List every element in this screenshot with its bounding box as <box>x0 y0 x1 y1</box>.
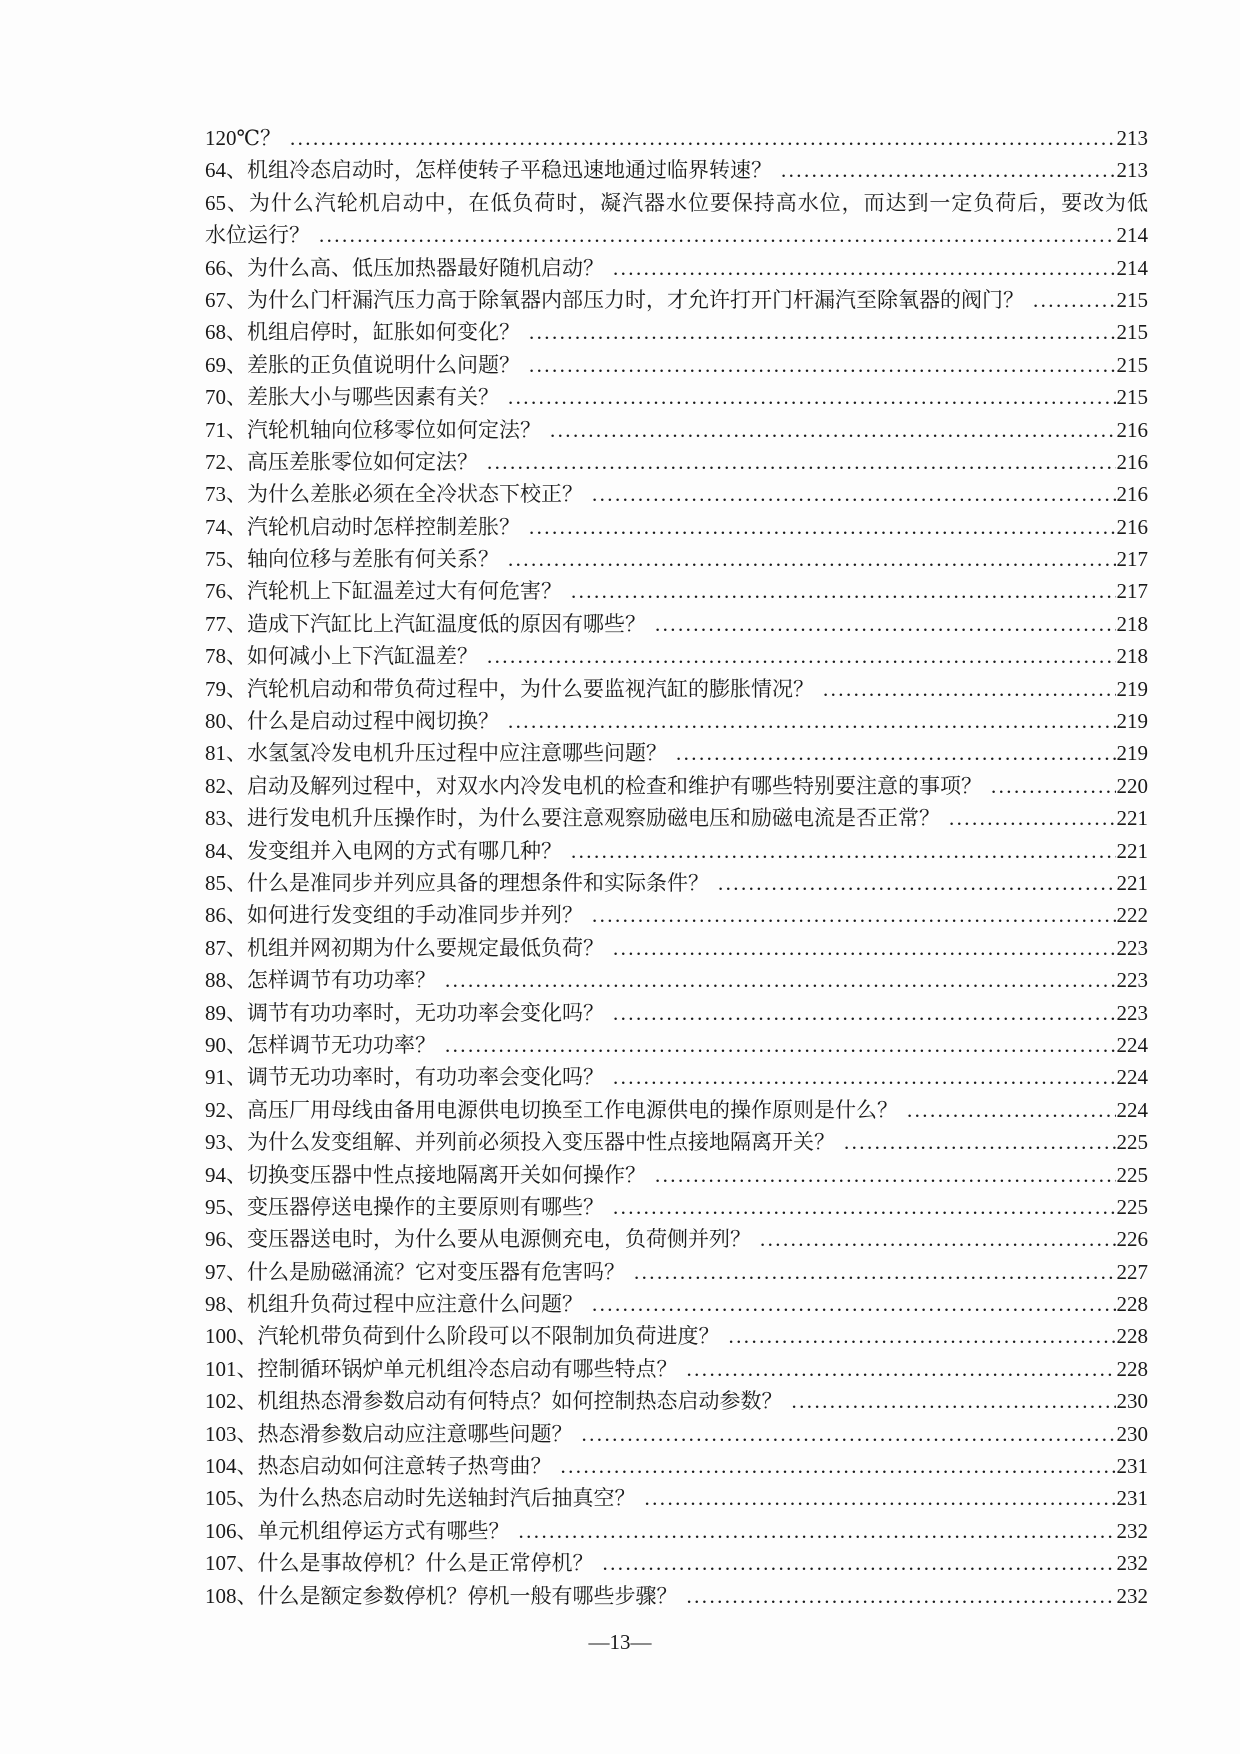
dot-leader <box>844 1126 1116 1158</box>
dot-leader <box>519 1515 1116 1547</box>
toc-entry-page-number: 215 <box>1116 287 1148 312</box>
toc-entry-page-number: 227 <box>1116 1259 1148 1284</box>
toc-entry-text: 88、怎样调节有功功率？ <box>205 968 436 993</box>
toc-entry-text: 100、汽轮机带负荷到什么阶段可以不限制加负荷进度？ <box>205 1324 720 1349</box>
toc-entry-page-number: 219 <box>1116 709 1148 734</box>
toc-entry <box>205 1288 1148 1320</box>
toc-entry <box>205 1223 1148 1255</box>
toc-entry-page-number: 219 <box>1116 676 1148 701</box>
toc-entry-text: 74、汽轮机启动时怎样控制差胀？ <box>205 514 520 539</box>
dot-leader <box>529 511 1116 543</box>
dot-leader <box>613 932 1116 964</box>
toc-entry <box>205 1061 1148 1093</box>
toc-entry-text: 93、为什么发变组解、并列前必须投入变压器中性点接地隔离开关？ <box>205 1130 835 1155</box>
toc-entry-page-number: 231 <box>1116 1486 1148 1511</box>
toc-entry-page-number: 228 <box>1116 1292 1148 1317</box>
toc-entry <box>205 1256 1148 1288</box>
dot-leader <box>592 478 1116 510</box>
toc-entry <box>205 770 1148 802</box>
toc-entry-page-number: 232 <box>1116 1518 1148 1543</box>
toc-entry-page-number: 215 <box>1116 352 1148 377</box>
toc-entry <box>205 1482 1148 1514</box>
toc-entry-page-number: 230 <box>1116 1421 1148 1446</box>
toc-entry <box>205 1094 1148 1126</box>
toc-entry <box>205 381 1148 413</box>
toc-entry-page-number: 228 <box>1116 1356 1148 1381</box>
toc-entry-page-number: 215 <box>1116 320 1148 345</box>
toc-entry <box>205 1450 1148 1482</box>
toc-entry <box>205 252 1148 284</box>
toc-entry-text: 92、高压厂用母线由备用电源供电切换至工作电源供电的操作原则是什么？ <box>205 1097 898 1122</box>
toc-entry <box>205 284 1148 316</box>
toc-entry <box>205 1418 1148 1450</box>
toc-entry-page-number: 221 <box>1116 806 1148 831</box>
dot-leader <box>582 1418 1116 1450</box>
toc-entry <box>205 867 1148 899</box>
dot-leader <box>687 1580 1116 1612</box>
toc-entry-page-number: 214 <box>1116 223 1148 248</box>
toc-entry-text: 101、控制循环锅炉单元机组冷态启动有哪些特点？ <box>205 1356 678 1381</box>
toc-entry-text: 64、机组冷态启动时，怎样使转子平稳迅速地通过临界转速？ <box>205 158 772 183</box>
toc-entry <box>205 349 1148 381</box>
toc-entry-text: 81、水氢氢冷发电机升压过程中应注意哪些问题？ <box>205 741 667 766</box>
dot-leader <box>561 1450 1116 1482</box>
toc-entry-text: 85、什么是准同步并列应具备的理想条件和实际条件？ <box>205 870 709 895</box>
toc-entry <box>205 478 1148 510</box>
dot-leader <box>508 705 1116 737</box>
dot-leader <box>613 1191 1116 1223</box>
toc-entry <box>205 705 1148 737</box>
toc-entry-page-number: 224 <box>1116 1065 1148 1090</box>
dot-leader <box>613 997 1116 1029</box>
dot-leader <box>571 575 1116 607</box>
toc-entry-page-number: 232 <box>1116 1551 1148 1576</box>
dot-leader <box>550 414 1116 446</box>
toc-entry-text: 66、为什么高、低压加热器最好随机启动？ <box>205 255 604 280</box>
toc-entry-page-number: 216 <box>1116 449 1148 474</box>
toc-entry-page-number: 224 <box>1116 1097 1148 1122</box>
toc-entry <box>205 802 1148 834</box>
toc-entry-text: 77、造成下汽缸比上汽缸温度低的原因有哪些？ <box>205 611 646 636</box>
toc-entry <box>205 932 1148 964</box>
dot-leader <box>487 640 1116 672</box>
toc-entry <box>205 122 1148 154</box>
toc-entry-text: 102、机组热态滑参数启动有何特点？如何控制热态启动参数？ <box>205 1389 783 1414</box>
dot-leader <box>823 673 1116 705</box>
toc-entry <box>205 543 1148 575</box>
toc-entry-page-number: 230 <box>1116 1389 1148 1414</box>
toc-entry <box>205 414 1148 446</box>
toc-entry-page-number: 225 <box>1116 1194 1148 1219</box>
toc-entry <box>205 575 1148 607</box>
dot-leader <box>781 154 1116 186</box>
toc-entry <box>205 154 1148 186</box>
toc-entry-text: 79、汽轮机启动和带负荷过程中，为什么要监视汽缸的膨胀情况？ <box>205 676 814 701</box>
toc-entry-page-number: 223 <box>1116 935 1148 960</box>
dot-leader <box>792 1385 1116 1417</box>
dot-leader <box>508 381 1116 413</box>
toc-entry-text: 83、进行发电机升压操作时，为什么要注意观察励磁电压和励磁电流是否正常？ <box>205 806 940 831</box>
toc-entry-page-number: 214 <box>1116 255 1148 280</box>
toc-entry-page-number: 225 <box>1116 1162 1148 1187</box>
toc-entry <box>205 511 1148 543</box>
toc-entry-page-number: 216 <box>1116 482 1148 507</box>
toc-entry-text: 90、怎样调节无功功率？ <box>205 1032 436 1057</box>
toc-entry-text: 107、什么是事故停机？什么是正常停机？ <box>205 1551 594 1576</box>
dot-leader <box>676 737 1116 769</box>
toc-entry-page-number: 213 <box>1116 158 1148 183</box>
toc-entry-text: 69、差胀的正负值说明什么问题？ <box>205 352 520 377</box>
dot-leader <box>319 219 1116 251</box>
toc-entry <box>205 1320 1148 1352</box>
dot-leader <box>645 1482 1116 1514</box>
table-of-contents <box>205 122 1148 1612</box>
dot-leader <box>487 446 1116 478</box>
toc-entry <box>205 899 1148 931</box>
toc-entry <box>205 187 1148 219</box>
toc-entry-text: 80、什么是启动过程中阀切换？ <box>205 709 499 734</box>
toc-entry-text: 65、为什么汽轮机启动中，在低负荷时，凝汽器水位要保持高水位，而达到一定负荷后，要改为低 <box>205 190 1148 215</box>
toc-entry-page-number: 217 <box>1116 547 1148 572</box>
dot-leader <box>634 1256 1116 1288</box>
dot-leader <box>592 1288 1116 1320</box>
dot-leader <box>718 867 1116 899</box>
toc-entry <box>205 1547 1148 1579</box>
toc-entry <box>205 640 1148 672</box>
toc-entry-page-number: 223 <box>1116 968 1148 993</box>
dot-leader <box>907 1094 1116 1126</box>
toc-entry-text: 75、轴向位移与差胀有何关系？ <box>205 547 499 572</box>
dot-leader <box>603 1547 1116 1579</box>
toc-entry <box>205 1353 1148 1385</box>
toc-entry <box>205 964 1148 996</box>
dot-leader <box>592 899 1116 931</box>
dot-leader <box>655 608 1116 640</box>
toc-entry-page-number: 223 <box>1116 1000 1148 1025</box>
dot-leader <box>290 122 1116 154</box>
toc-entry-page-number: 224 <box>1116 1032 1148 1057</box>
toc-entry-text: 106、单元机组停运方式有哪些？ <box>205 1518 510 1543</box>
dot-leader <box>760 1223 1116 1255</box>
toc-entry-text: 108、什么是额定参数停机？停机一般有哪些步骤？ <box>205 1583 678 1608</box>
dot-leader <box>529 349 1116 381</box>
toc-entry-text: 70、差胀大小与哪些因素有关？ <box>205 385 499 410</box>
toc-entry-page-number: 213 <box>1116 126 1148 150</box>
dot-leader <box>729 1320 1116 1352</box>
toc-entry-page-number: 221 <box>1116 870 1148 895</box>
toc-entry-text: 67、为什么门杆漏汽压力高于除氧器内部压力时，才允许打开门杆漏汽至除氧器的阀门？ <box>205 287 1024 312</box>
toc-entry-text: 84、发变组并入电网的方式有哪几种？ <box>205 838 562 863</box>
toc-entry-page-number: 218 <box>1116 644 1148 669</box>
toc-entry-page-number: 216 <box>1116 417 1148 442</box>
toc-entry-page-number: 222 <box>1116 903 1148 928</box>
toc-entry-page-number: 216 <box>1116 514 1148 539</box>
toc-entry-text: 103、热态滑参数启动应注意哪些问题？ <box>205 1421 573 1446</box>
dot-leader <box>655 1159 1116 1191</box>
toc-entry-text: 96、变压器送电时，为什么要从电源侧充电，负荷侧并列？ <box>205 1227 751 1252</box>
toc-entry-text: 73、为什么差胀必须在全冷状态下校正？ <box>205 482 583 507</box>
toc-entry-page-number: 221 <box>1116 838 1148 863</box>
toc-entry-text: 89、调节有功功率时，无功功率会变化吗？ <box>205 1000 604 1025</box>
toc-entry-text: 91、调节无功功率时，有功功率会变化吗？ <box>205 1065 604 1090</box>
toc-entry <box>205 446 1148 478</box>
dot-leader <box>1033 284 1116 316</box>
toc-entry <box>205 608 1148 640</box>
toc-entry-text: 105、为什么热态启动时先送轴封汽后抽真空？ <box>205 1486 636 1511</box>
toc-entry <box>205 737 1148 769</box>
toc-entry-text: 76、汽轮机上下缸温差过大有何危害？ <box>205 579 562 604</box>
dot-leader <box>445 964 1116 996</box>
dot-leader <box>529 316 1116 348</box>
dot-leader <box>949 802 1116 834</box>
toc-entry-text: 72、高压差胀零位如何定法？ <box>205 449 478 474</box>
toc-entry <box>205 316 1148 348</box>
toc-entry-page-number: 215 <box>1116 385 1148 410</box>
toc-entry <box>205 1126 1148 1158</box>
toc-entry-page-number: 218 <box>1116 611 1148 636</box>
toc-entry-page-number: 231 <box>1116 1454 1148 1479</box>
toc-entry-text: 86、如何进行发变组的手动准同步并列？ <box>205 903 583 928</box>
toc-entry <box>205 219 1148 251</box>
toc-entry-page-number: 219 <box>1116 741 1148 766</box>
toc-entry-text: 水位运行？ <box>205 223 310 248</box>
toc-entry-text: 98、机组升负荷过程中应注意什么问题？ <box>205 1292 583 1317</box>
toc-entry <box>205 1029 1148 1061</box>
toc-entry-text: 71、汽轮机轴向位移零位如何定法？ <box>205 417 541 442</box>
toc-entry-page-number: 225 <box>1116 1130 1148 1155</box>
toc-entry-page-number: 232 <box>1116 1583 1148 1608</box>
toc-entry <box>205 997 1148 1029</box>
toc-entry <box>205 1159 1148 1191</box>
dot-leader <box>613 1061 1116 1093</box>
toc-entry <box>205 673 1148 705</box>
toc-entry-text: 120℃？ <box>205 126 281 150</box>
toc-entry-text: 78、如何减小上下汽缸温差？ <box>205 644 478 669</box>
toc-entry-text: 104、热态启动如何注意转子热弯曲？ <box>205 1454 552 1479</box>
toc-entry-page-number: 228 <box>1116 1324 1148 1349</box>
toc-entry-page-number: 217 <box>1116 579 1148 604</box>
dot-leader <box>613 252 1116 284</box>
toc-entry-text: 68、机组启停时，缸胀如何变化？ <box>205 320 520 345</box>
dot-leader <box>991 770 1116 802</box>
dot-leader <box>508 543 1116 575</box>
toc-entry <box>205 1191 1148 1223</box>
toc-entry-page-number: 226 <box>1116 1227 1148 1252</box>
toc-entry <box>205 1580 1148 1612</box>
toc-entry-text: 82、启动及解列过程中，对双水内冷发电机的检查和维护有哪些特别要注意的事项？ <box>205 773 982 798</box>
toc-entry-text: 97、什么是励磁涌流？它对变压器有危害吗？ <box>205 1259 625 1284</box>
dot-leader <box>445 1029 1116 1061</box>
dot-leader <box>687 1353 1116 1385</box>
toc-entry <box>205 1515 1148 1547</box>
dot-leader <box>571 835 1116 867</box>
toc-entry-text: 94、切换变压器中性点接地隔离开关如何操作？ <box>205 1162 646 1187</box>
toc-entry-page-number: 220 <box>1116 773 1148 798</box>
toc-entry <box>205 835 1148 867</box>
toc-entry-text: 87、机组并网初期为什么要规定最低负荷？ <box>205 935 604 960</box>
page-number: —13— <box>588 1630 652 1654</box>
toc-entry <box>205 1385 1148 1417</box>
toc-entry-text: 95、变压器停送电操作的主要原则有哪些？ <box>205 1194 604 1219</box>
